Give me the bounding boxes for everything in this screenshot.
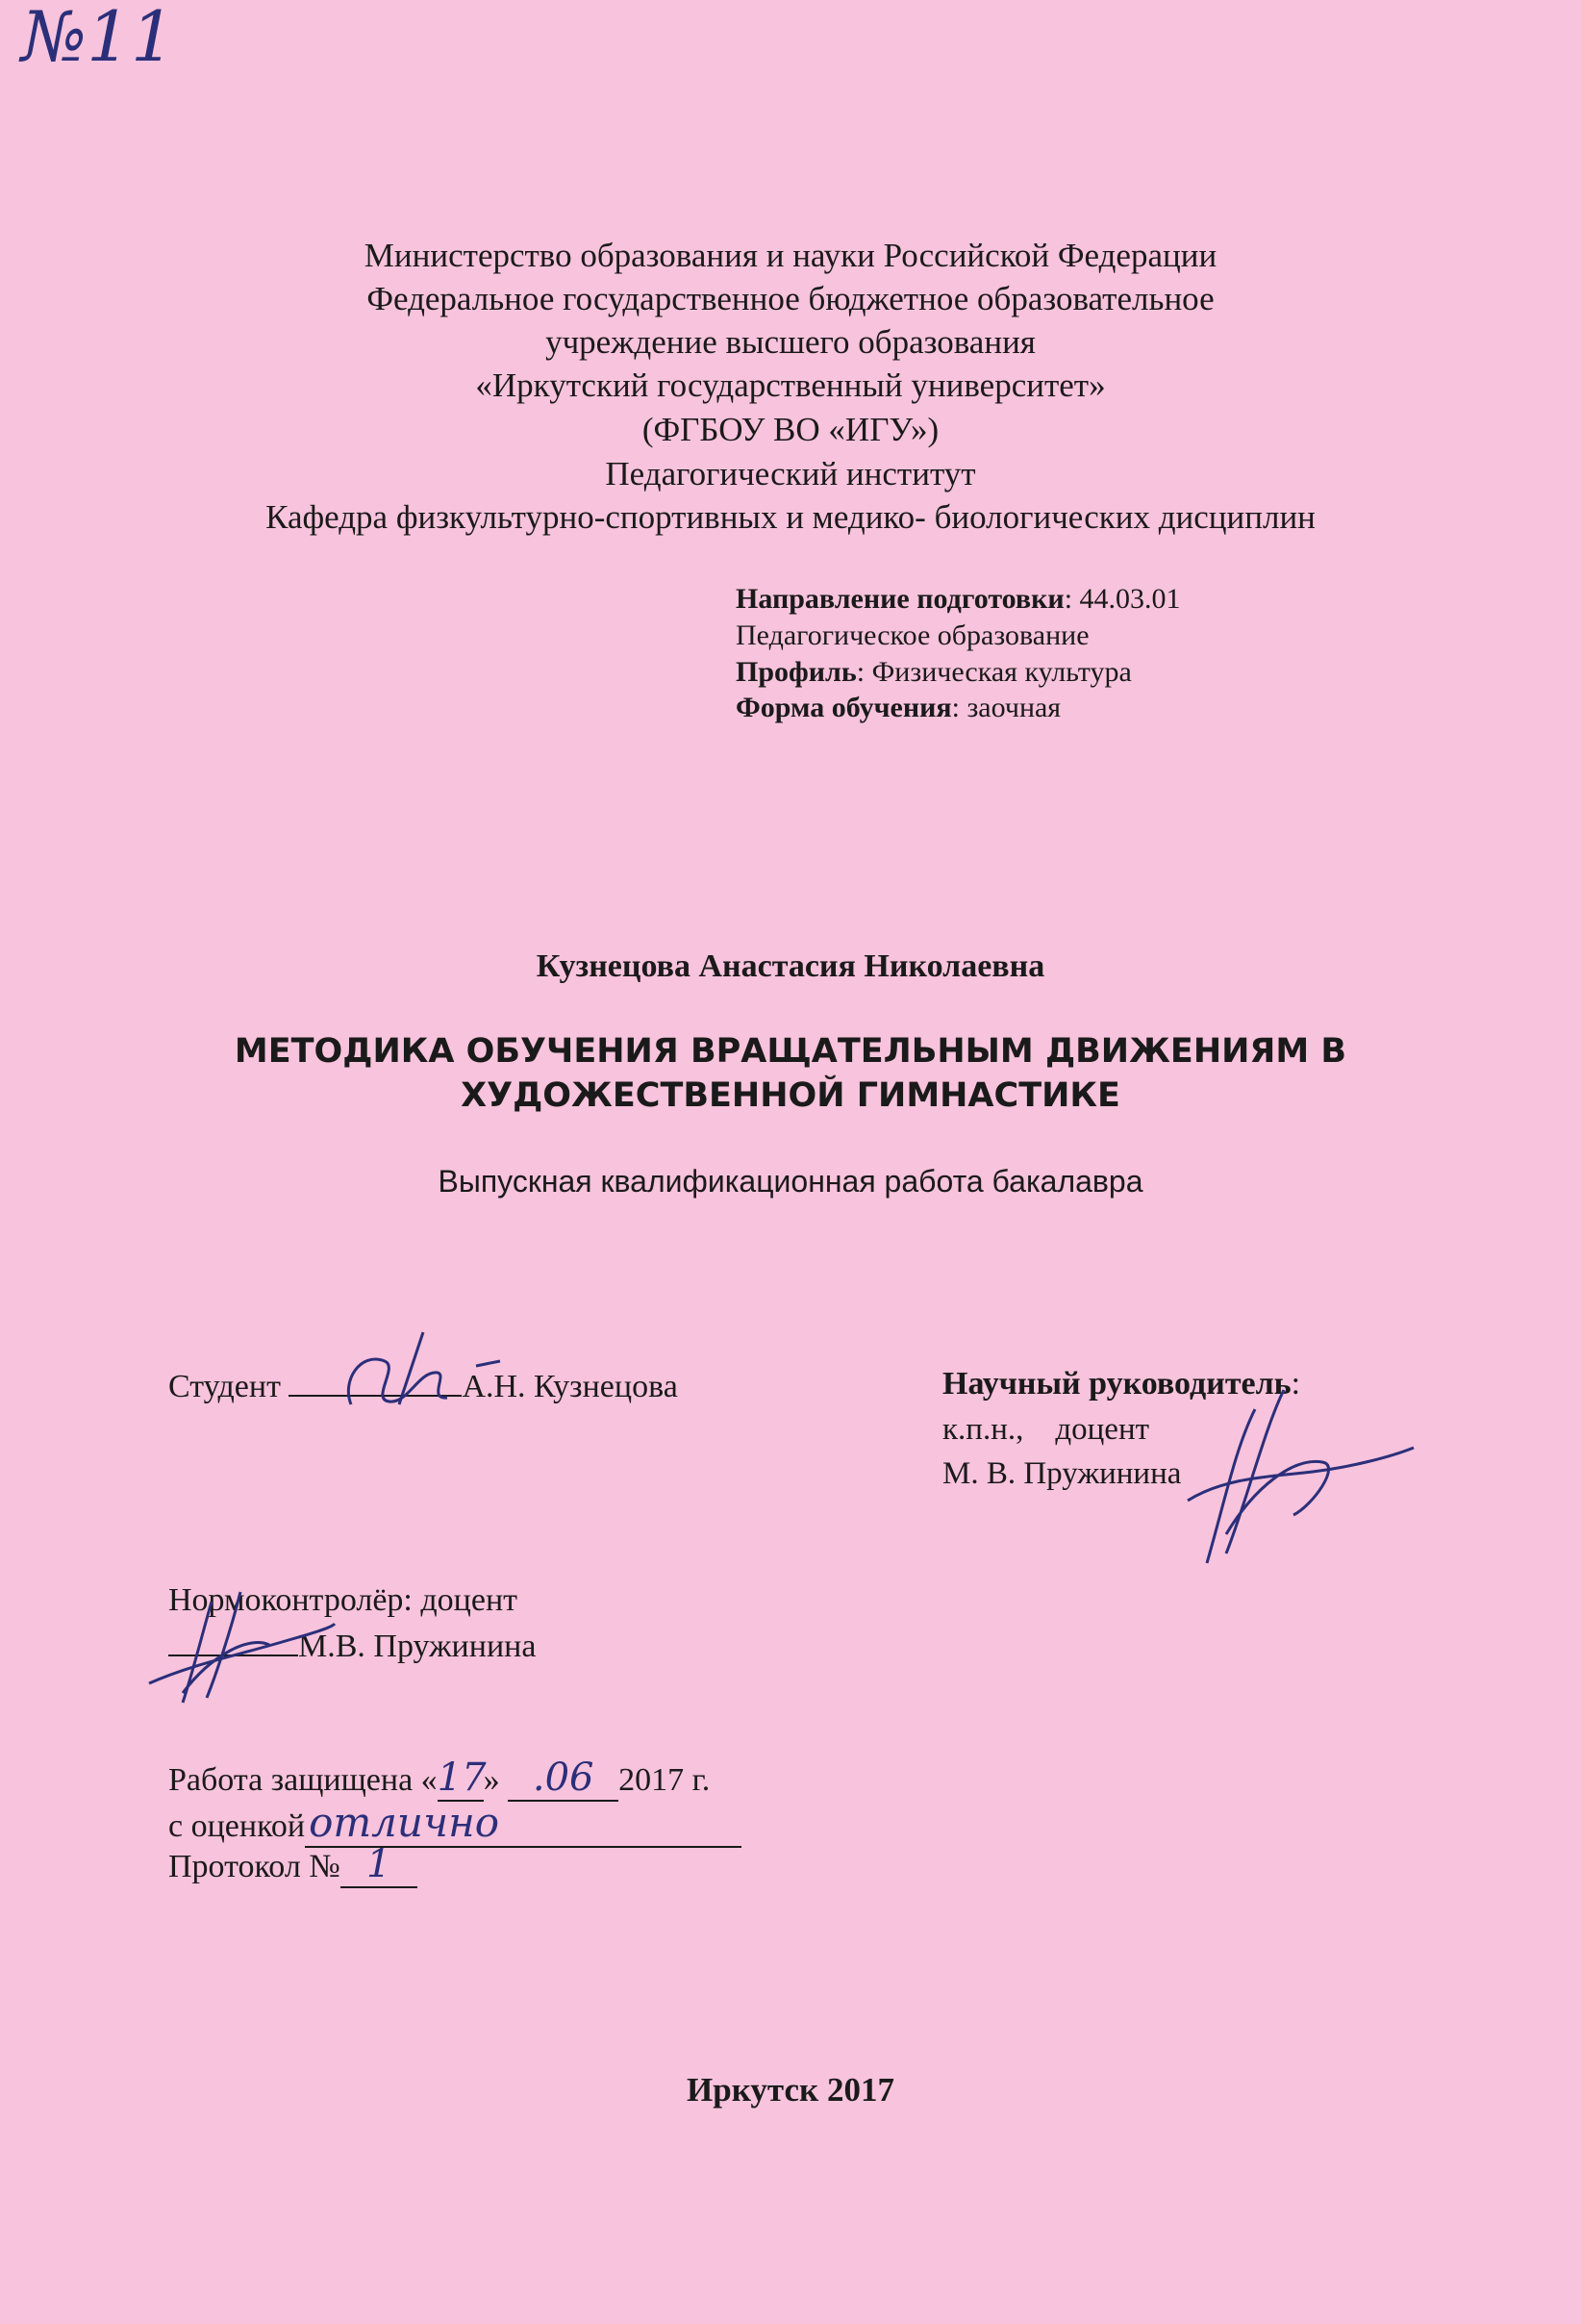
defense-month: .06 <box>508 1756 618 1802</box>
supervisor-position: доцент <box>1055 1412 1150 1447</box>
study-form-value: : заочная <box>951 692 1062 723</box>
normcontrol-name: М.В. Пружинина <box>298 1629 537 1664</box>
defense-year: 2017 г. <box>618 1762 711 1798</box>
profile-label: Профиль <box>736 656 857 688</box>
defense-quote-close: » <box>483 1762 500 1798</box>
work-type: Выпускная квалификационная работа бакалавра <box>438 1164 1143 1199</box>
study-form-label: Форма обучения <box>736 692 952 723</box>
profile-line <box>736 656 1132 689</box>
grade-line <box>168 1799 741 1848</box>
thesis-title-line-2: ХУДОЖЕСТВЕННОЙ ГИМНАСТИКЕ <box>461 1076 1120 1115</box>
supervisor-label: Научный руководитель <box>942 1366 1292 1402</box>
study-form-line <box>736 692 1061 724</box>
supervisor-colon: : <box>1291 1366 1301 1402</box>
student-signature-field <box>289 1366 462 1397</box>
grade-value: отлично <box>305 1799 741 1848</box>
city-year: Иркутск 2017 <box>687 2071 894 2109</box>
defense-day: 17 <box>437 1756 487 1800</box>
supervisor-degree: к.п.н., <box>942 1412 1024 1447</box>
profile-value: : Физическая культура <box>856 656 1132 688</box>
supervisor-degree-line <box>942 1412 1149 1448</box>
university-name-line: «Иркутский государственный университет» <box>475 366 1106 404</box>
protocol-label: Протокол № <box>168 1849 340 1884</box>
normcontrol-label: Нормоконтролёр: доцент <box>168 1582 518 1618</box>
direction-name-line: Педагогическое образование <box>736 619 1090 651</box>
institution-level-line: учреждение высшего образования <box>545 323 1036 361</box>
direction-line <box>736 583 1181 616</box>
institute-line: Педагогический институт <box>605 455 976 493</box>
protocol-line <box>168 1842 417 1888</box>
defense-line <box>168 1756 710 1802</box>
supervisor-heading <box>942 1366 1300 1402</box>
normcontrol-signature-field <box>168 1626 298 1656</box>
author-name: Кузнецова Анастасия Николаевна <box>536 948 1045 984</box>
normcontrol-line <box>168 1626 536 1665</box>
university-abbr-line: (ФГБОУ ВО «ИГУ») <box>641 411 940 448</box>
ministry-line: Министерство образования и науки Российской Федерации <box>364 237 1217 274</box>
student-line <box>168 1366 678 1405</box>
department-line: Кафедра физкультурно-спортивных и медико- биологических дисциплин <box>265 498 1316 536</box>
thesis-title-line-1: МЕТОДИКА ОБУЧЕНИЯ ВРАЩАТЕЛЬНЫМ ДВИЖЕНИЯМ В <box>234 1032 1347 1071</box>
defense-label: Работа защищена « <box>168 1762 438 1798</box>
grade-label: с оценкой <box>168 1808 306 1844</box>
institution-type-line: Федеральное государственное бюджетное образовательное <box>366 280 1215 317</box>
protocol-value: 1 <box>340 1842 417 1888</box>
corner-handwritten-mark: №11 <box>21 0 175 77</box>
student-name: А.Н. Кузнецова <box>462 1369 678 1404</box>
direction-value: : 44.03.01 <box>1064 583 1181 615</box>
direction-label: Направление подготовки <box>736 583 1065 615</box>
student-label: Студент <box>168 1369 281 1404</box>
supervisor-name: М. В. Пружинина <box>942 1456 1182 1491</box>
